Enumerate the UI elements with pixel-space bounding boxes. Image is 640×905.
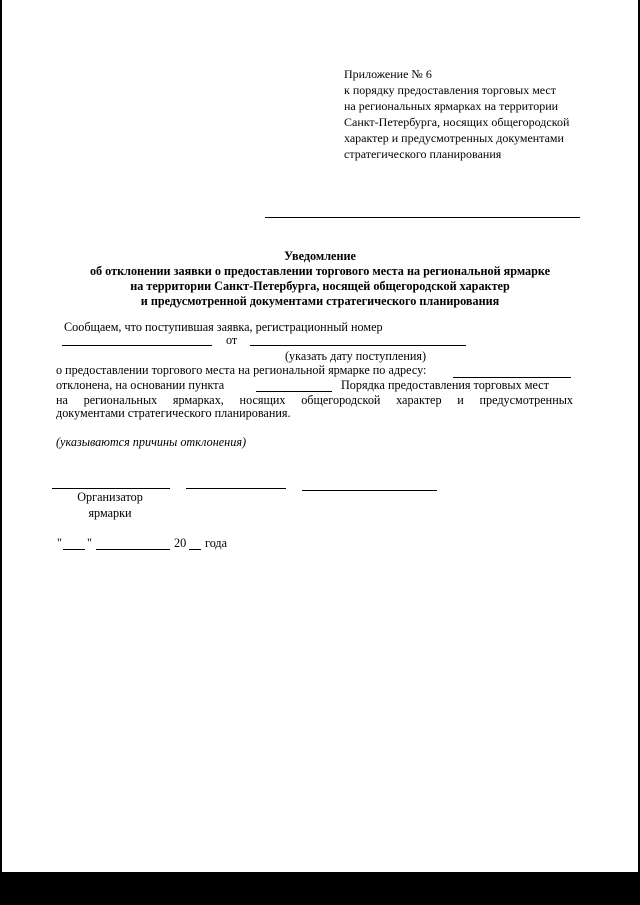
month-blank (96, 549, 170, 550)
clause-blank (256, 391, 332, 392)
docs-line: документами стратегического планирования. (56, 406, 291, 420)
rejected-prefix: отклонена, на основании пункта (56, 378, 225, 392)
fairs-line: на региональных ярмарках, носящих общегородской характер и предусмотренных (56, 393, 573, 407)
appendix-line: Санкт-Петербурга, носящих общегородской (344, 115, 570, 129)
address-line: о предоставлении торгового места на региональной ярмарке по адресу: (56, 363, 427, 377)
title-line: на территории Санкт-Петербурга, носящей общегородской характер (130, 279, 510, 293)
date-hint: (указать дату поступления) (285, 349, 427, 363)
appendix-line: характер и предусмотренных документами (344, 131, 564, 145)
title-line: и предусмотренной документами стратегического планирования (140, 294, 500, 308)
organizer-label: Организатор (77, 490, 143, 504)
scan-bottom-band (0, 872, 640, 905)
signature-blank-1 (52, 488, 170, 489)
receipt-date-blank (250, 345, 466, 346)
year-suffix: года (205, 536, 228, 550)
title-heading: Уведомление (284, 249, 356, 263)
intro-text: Сообщаем, что поступившая заявка, регистрационный номер (64, 320, 383, 334)
appendix-line: на региональных ярмарках на территории (344, 99, 559, 113)
signature-blank-3 (302, 490, 437, 491)
year-blank (189, 549, 201, 550)
date-close-quote: " (87, 536, 92, 550)
organizer-label-2: ярмарки (88, 506, 132, 520)
date-open-quote: " (57, 536, 62, 550)
appendix-block (344, 66, 569, 162)
title-line: об отклонении заявки о предоставлении торгового места на региональной ярмарке (89, 264, 551, 278)
appendix-line: стратегического планирования (344, 147, 502, 161)
appendix-line: к порядку предоставления торговых мест (344, 83, 556, 97)
from-word: от (226, 333, 238, 347)
scan-edge-left (0, 0, 2, 872)
notice-title (20, 249, 620, 309)
year-prefix: 20 (174, 536, 187, 550)
rejected-suffix: Порядка предоставления торговых мест (341, 378, 549, 392)
appendix-number: Приложение № 6 (344, 67, 432, 81)
registration-number-blank (62, 345, 212, 346)
recipient-blank-line (265, 217, 580, 218)
day-blank (63, 549, 85, 550)
signature-blank-2 (186, 488, 286, 489)
reasons-hint: (указываются причины отклонения) (56, 435, 247, 449)
